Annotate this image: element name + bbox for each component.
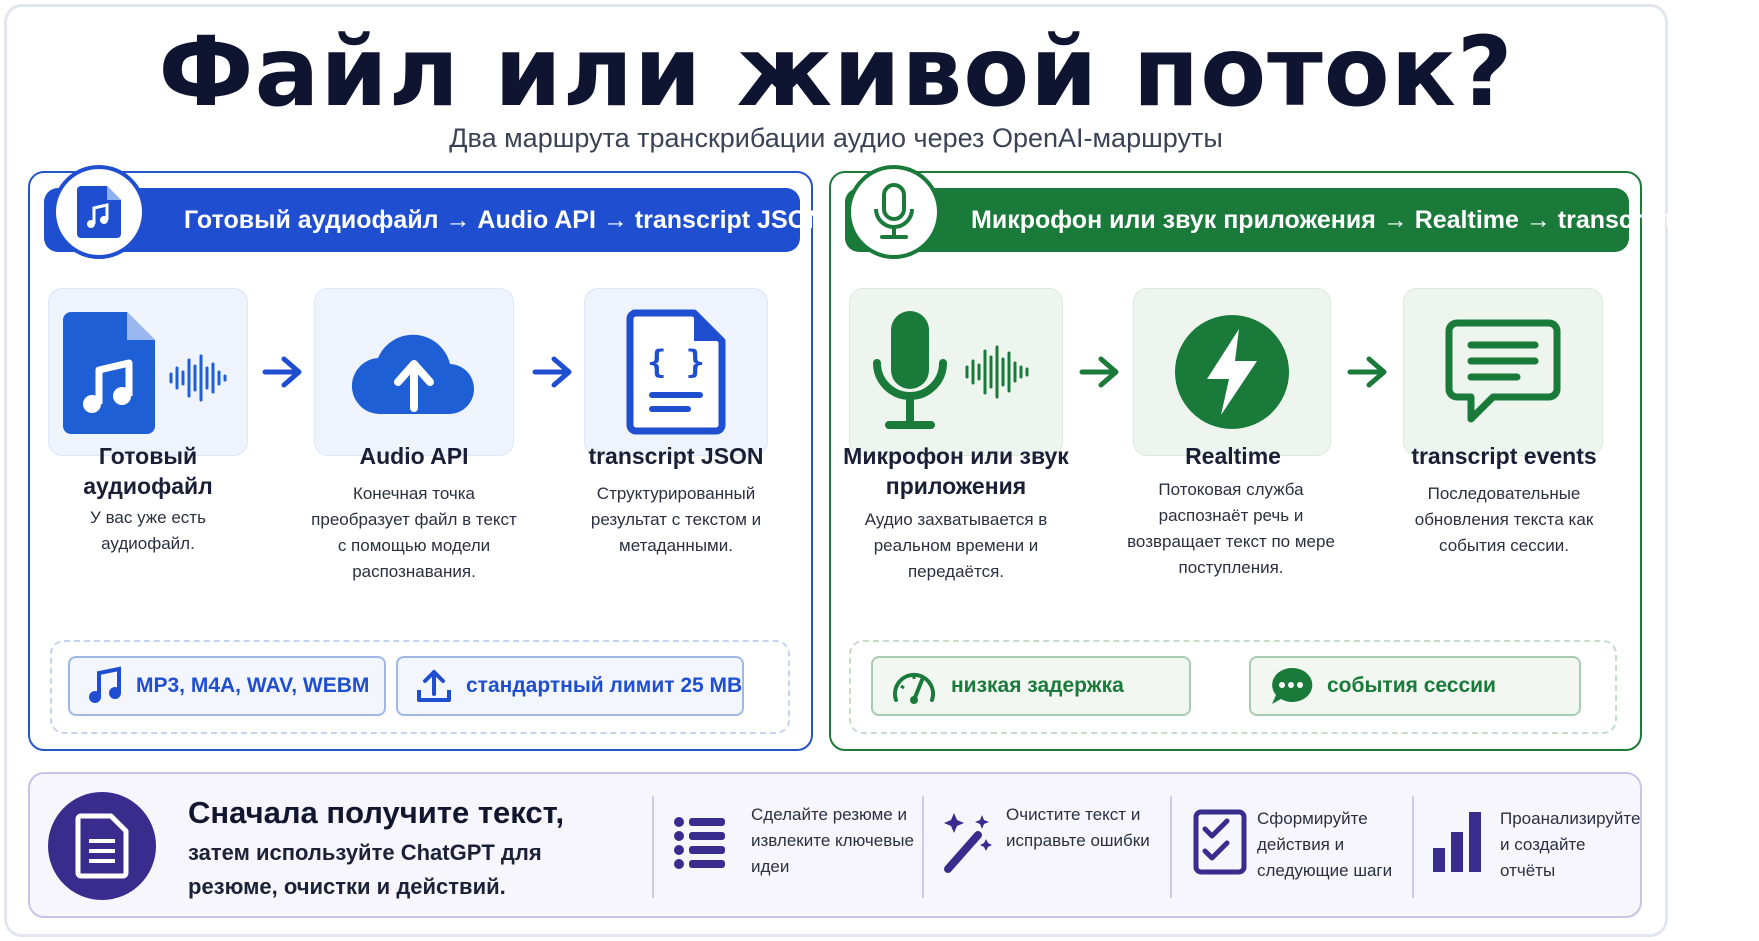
next-steps-subline: затем используйте ChatGPT для резюме, очистки и действий. [188, 840, 542, 899]
bar-chart-icon [1428, 804, 1488, 880]
microphone-waveform-icon [871, 307, 1041, 437]
stream-route-banner: Микрофон или звук приложения → Realtime → transcript events [845, 188, 1629, 252]
step-title-microphone: Микрофон или звук приложения [843, 443, 1069, 499]
audio-file-badge-icon [52, 165, 146, 259]
audio-api-card [314, 288, 514, 456]
file-route-panel [28, 171, 826, 751]
session-events-chip [1249, 656, 1581, 716]
transcript-events-card [1403, 288, 1603, 456]
stream-route-chips [849, 640, 1617, 734]
arrow-right-icon [532, 355, 574, 389]
next-steps-section [28, 772, 1642, 918]
speedometer-icon [891, 666, 937, 706]
file-route-chips [50, 640, 790, 734]
step-title-audio-file: Готовый аудиофайл [83, 443, 213, 499]
divider [1412, 796, 1414, 898]
next-steps-headline: Сначала получите текст, [188, 795, 565, 830]
file-route-banner: Готовый аудиофайл → Audio API → transcript JSON [44, 188, 800, 252]
page-title: Файл или живой поток? [158, 16, 1514, 128]
json-document-icon [626, 309, 726, 435]
step-desc-transcript-json: Структурированный результат с текстом и метаданными. [590, 484, 762, 555]
checklist-icon [1190, 804, 1250, 880]
lightning-bolt-icon [1173, 313, 1291, 431]
list-icon [670, 804, 730, 880]
chat-bubble-icon [1445, 319, 1561, 425]
microphone-card [849, 288, 1063, 456]
document-icon [48, 792, 156, 900]
upload-icon [416, 668, 452, 704]
low-latency-chip [871, 656, 1191, 716]
divider [1170, 796, 1172, 898]
step-desc-microphone: Аудио захватывается в реальном времени и передаётся. [864, 510, 1048, 581]
music-note-icon [88, 667, 122, 705]
cloud-upload-icon [350, 324, 478, 420]
realtime-card [1133, 288, 1331, 456]
step-desc-audio-file: У вас уже есть аудиофайл. [90, 508, 206, 553]
step-title-transcript-json: transcript JSON [588, 443, 764, 469]
step-title-audio-api: Audio API [359, 443, 469, 469]
feature-cleanup-text: Очистите текст и исправьте ошибки [1006, 805, 1150, 850]
chat-dots-icon [1269, 666, 1313, 706]
magic-wand-icon [938, 804, 998, 880]
size-limit-label: стандартный лимит 25 MB [466, 674, 743, 697]
size-limit-chip [396, 656, 744, 716]
feature-reports-text: Проанализируйте и создайте отчёты [1500, 809, 1641, 880]
audio-file-icon [63, 308, 233, 436]
formats-label: MP3, M4A, WAV, WEBM [136, 674, 370, 697]
step-desc-realtime: Потоковая служба распознаёт речь и возвращает текст по мере поступления. [1127, 480, 1335, 577]
svg-text:{ }: { } [647, 343, 705, 381]
arrow-right-icon [1347, 355, 1389, 389]
page-subtitle: Два маршрута транскрибации аудио через OpenAI-маршруты [449, 123, 1223, 153]
arrow-right-icon [1079, 355, 1121, 389]
microphone-badge-icon [847, 165, 941, 259]
divider [922, 796, 924, 898]
audio-file-card [48, 288, 248, 456]
session-events-label: события сессии [1327, 674, 1496, 697]
stream-route-panel [829, 171, 1759, 751]
step-title-realtime: Realtime [1185, 443, 1281, 469]
formats-chip [68, 656, 386, 716]
transcript-json-card [584, 288, 768, 456]
step-desc-transcript-events: Последовательные обновления текста как события сессии. [1414, 484, 1594, 555]
arrow-right-icon [262, 355, 304, 389]
step-title-transcript-events: transcript events [1411, 443, 1597, 469]
low-latency-label: низкая задержка [951, 674, 1124, 697]
feature-summary-text: Сделайте резюме и извлеките ключевые идеи [751, 805, 914, 876]
step-desc-audio-api: Конечная точка преобразует файл в текст с помощью модели распознавания. [311, 484, 517, 581]
divider [652, 796, 654, 898]
feature-actions-text: Сформируйте действия и следующие шаги [1257, 809, 1393, 880]
